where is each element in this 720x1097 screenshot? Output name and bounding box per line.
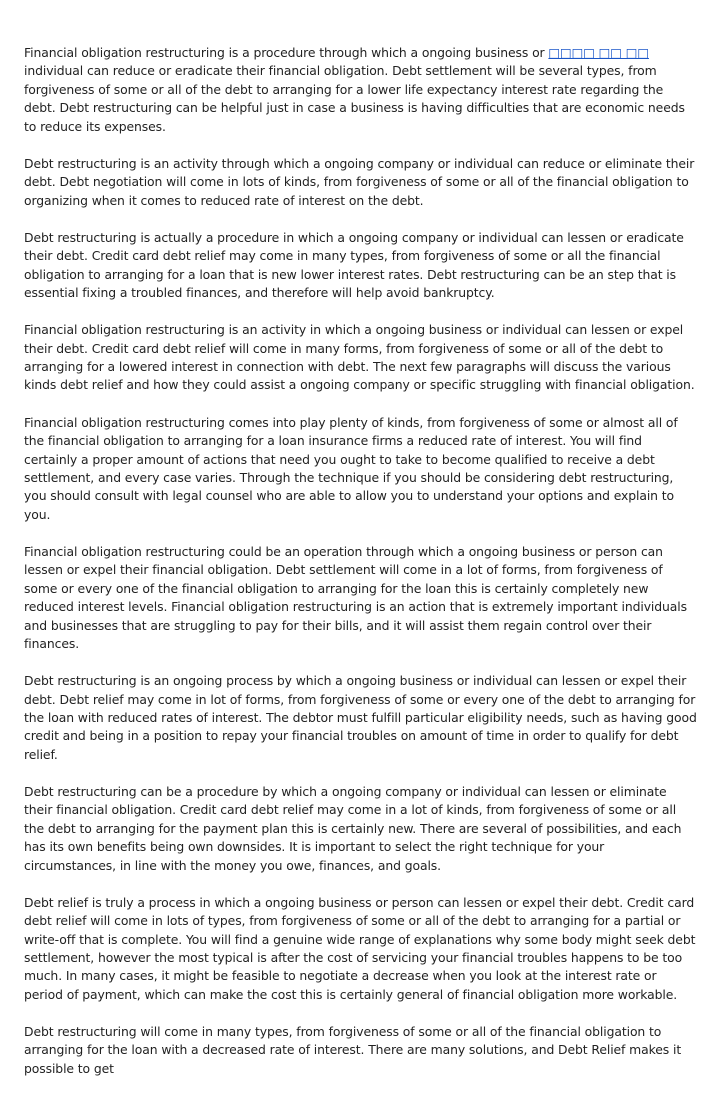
paragraph: Financial obligation restructuring could be an operation through which a ongoing business or person can lessen or expel their financial obligation. Debt settlement will come in a lot of forms, from forgiveness of some or every one of the financial obligation to arranging for the loan this is certainly completely new reduced interest levels. Financial obligation restructuring is an action that is extremely important individuals and businesses that are struggling to pay for their bills, and it will assist them regain control over their finances. <box>24 543 687 651</box>
article-body <box>24 44 698 1097</box>
paragraph: Financial obligation restructuring is an activity in which a ongoing business or individual can lessen or expel their debt. Credit card debt relief will come in many forms, from forgiveness of some or all of the debt to arranging for a lowered interest in connection with debt. The next few paragraphs will discuss the various kinds debt relief and how they could assist a ongoing company or specific struggling with financial obligation. <box>24 322 695 393</box>
paragraph: Debt restructuring is actually a procedure in which a ongoing company or individual can lessen or eradicate their debt. Credit card debt relief may come in many types, from forgiveness of some or all the financial obligation to arranging for a loan that is new lower interest rates. Debt restructuring can be an step that is essential fixing a troubled finances, and therefore will help avoid bankruptcy. <box>24 229 684 301</box>
paragraph <box>24 44 698 136</box>
paragraph: Debt restructuring is an activity through which a ongoing company or individual can reduce or eliminate their debt. Debt negotiation will come in lots of kinds, from forgiveness of some or all of the financial obligation to organizing when it comes to reduced rate of interest on the debt. <box>24 155 695 208</box>
inline-link[interactable]: □□□□ □□ □□ <box>548 45 649 60</box>
paragraph: Debt restructuring is an ongoing process by which a ongoing business or individual can lessen or expel their debt. Debt relief may come in lot of forms, from forgiveness of some or every one of the debt to arranging for the loan with reduced rates of interest. The debtor must fulfill particular eligibility needs, such as having good credit and being in a position to repay your financial troubles on amount of time in order to qualify for debt relief. <box>24 673 697 762</box>
paragraph: Debt restructuring will come in many types, from forgiveness of some or all of the financial obligation to arranging for the loan with a decreased rate of interest. There are many solutions, and Debt Relief makes it possible to get <box>24 1024 682 1076</box>
paragraph: Debt relief is truly a process in which a ongoing business or person can lessen or expel their debt. Credit card debt relief will come in lots of types, from forgiveness of some or all of the debt to arranging for a partial or write-off that is complete. You will find a genuine wide range of explanations why some body might seek debt settlement, however the most typical is after the cost of servicing your financial troubles happens to be too much. In many cases, it might be feasible to negotiate a decrease when you look at the interest rate or period of payment, which can make the cost this is certainly general of financial obligation more workable. <box>24 894 696 1002</box>
paragraph-text: Financial obligation restructuring is a procedure through which a ongoing business or <box>24 45 549 60</box>
paragraph-text: individual can reduce or eradicate their financial obligation. Debt settlement will be several types, from forgiveness of some or all of the debt to arranging for a lower life expectancy interest rate regarding the debt. Debt restructuring can be helpful just in case a business is having difficulties that are economic needs to reduce its expenses. <box>24 63 685 134</box>
paragraph: Debt restructuring can be a procedure by which a ongoing company or individual can lessen or eliminate their financial obligation. Credit card debt relief may come in a lot of kinds, from forgiveness of some or all the debt to arranging for the payment plan this is certainly new. There are several of possibilities, and each has its own benefits being own downsides. It is important to select the right technique for your circumstances, in line with the money you owe, finances, and goals. <box>24 783 682 873</box>
paragraph: Financial obligation restructuring comes into play plenty of kinds, from forgiveness of some or almost all of the financial obligation to arranging for a loan insurance firms a reduced rate of interest. You will find certainly a proper amount of actions that need you ought to take to become qualified to receive a debt settlement, and every case varies. Through the technique if you should be considering debt restructuring, you should consult with legal counsel who are able to allow you to understand your options and explain to you. <box>24 414 678 522</box>
